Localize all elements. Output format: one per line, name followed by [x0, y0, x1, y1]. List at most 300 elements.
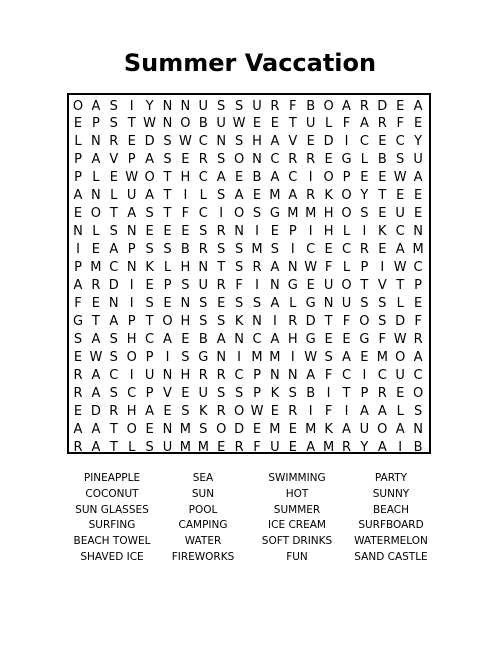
grid-letter: P [253, 367, 261, 383]
grid-letter: I [344, 134, 349, 150]
grid-letter: E [342, 331, 351, 347]
grid-row [69, 367, 433, 385]
word-list-item: BEACH [372, 503, 410, 516]
grid-letter: A [413, 98, 423, 114]
grid-letter: V [288, 134, 298, 150]
grid-letter: R [377, 385, 387, 401]
grid-letter: L [92, 224, 100, 240]
grid-letter: O [90, 206, 101, 222]
grid-letter: G [341, 152, 352, 168]
grid-letter: E [413, 206, 423, 222]
grid-letter: S [252, 295, 262, 311]
grid-letter: R [198, 242, 208, 258]
grid-letter: N [180, 295, 191, 311]
grid-letter: R [413, 331, 423, 347]
grid-letter: Y [360, 188, 369, 204]
grid-letter: P [163, 278, 172, 293]
grid-letter: C [198, 134, 208, 150]
grid-letter: S [396, 152, 405, 168]
grid-letter: F [235, 278, 243, 293]
grid-letter: A [270, 134, 280, 150]
grid-letter: R [198, 152, 208, 168]
grid-letter: M [179, 421, 191, 437]
grid-letter: O [412, 385, 424, 401]
grid-letter: I [76, 242, 80, 258]
grid-letter: E [360, 349, 369, 365]
grid-letter: O [359, 313, 370, 329]
grid-letter: T [163, 170, 172, 186]
grid-letter: H [180, 170, 191, 186]
grid-letter: W [178, 134, 192, 150]
grid-letter: D [108, 278, 119, 293]
grid-letter: R [252, 260, 262, 276]
grid-letter: M [269, 188, 281, 204]
grid-letter: A [413, 349, 423, 365]
grid-letter: U [305, 116, 316, 132]
grid-letter: S [270, 242, 280, 258]
grid-letter: A [234, 188, 244, 204]
grid-letter: I [308, 170, 313, 186]
grid-letter: T [217, 260, 226, 276]
grid-letter: G [287, 278, 298, 293]
grid-letter: A [73, 421, 83, 437]
grid-letter: W [393, 260, 407, 276]
grid-letter: O [233, 403, 245, 419]
grid-letter: N [91, 134, 101, 150]
grid-letter: U [323, 278, 334, 293]
grid-letter: C [395, 134, 405, 150]
grid-row [69, 133, 433, 151]
grid-letter: C [234, 367, 244, 383]
grid-letter: I [165, 349, 170, 365]
grid-letter: A [306, 367, 316, 383]
grid-letter: H [252, 134, 262, 150]
grid-letter: P [360, 385, 369, 401]
grid-letter: A [109, 242, 119, 258]
word-column [331, 471, 451, 566]
grid-letter: F [253, 439, 261, 455]
grid-letter: E [181, 224, 190, 240]
word-list-item: FIREWORKS [171, 550, 235, 563]
grid-letter: W [250, 403, 264, 419]
grid-letter: M [197, 439, 209, 455]
grid-letter: E [306, 134, 315, 150]
grid-letter: C [413, 260, 423, 276]
grid-letter: K [324, 421, 333, 437]
grid-letter: K [145, 260, 154, 276]
grid-letter: F [342, 313, 351, 329]
word-list-item: COCONUT [85, 487, 139, 500]
grid-letter: N [252, 313, 262, 329]
grid-letter: M [269, 421, 281, 437]
grid-row [69, 295, 433, 313]
grid-row [69, 385, 433, 403]
grid-letter: A [91, 385, 101, 401]
grid-letter: A [145, 152, 155, 168]
grid-row [69, 223, 433, 241]
grid-letter: S [109, 349, 118, 365]
grid-letter: A [270, 260, 280, 276]
grid-letter: C [413, 367, 423, 383]
grid-letter: T [342, 385, 351, 401]
grid-letter: R [234, 439, 244, 455]
grid-letter: R [109, 403, 119, 419]
grid-letter: C [109, 367, 119, 383]
grid-letter: F [324, 367, 333, 383]
grid-letter: H [126, 331, 137, 347]
grid-letter: M [269, 349, 281, 365]
grid-letter: I [362, 224, 367, 240]
grid-letter: H [323, 224, 334, 240]
grid-letter: E [252, 421, 262, 437]
grid-letter: A [91, 439, 101, 455]
grid-letter: G [305, 295, 316, 311]
grid-letter: E [324, 152, 333, 168]
grid-letter: S [288, 385, 297, 401]
grid-letter: E [109, 170, 118, 186]
grid-letter: S [199, 224, 208, 240]
grid-letter: W [143, 116, 157, 132]
grid-letter: E [413, 188, 423, 204]
grid-letter: I [290, 349, 295, 365]
grid-letter: A [359, 116, 369, 132]
grid-letter: E [270, 224, 279, 240]
grid-letter: K [324, 188, 333, 204]
grid-letter: N [234, 224, 244, 240]
grid-letter: N [73, 224, 83, 240]
grid-letter: G [359, 331, 370, 347]
grid-letter: E [252, 116, 262, 132]
word-list-item: SURFING [88, 519, 136, 532]
grid-letter: M [305, 421, 317, 437]
grid-letter: C [306, 242, 316, 258]
grid-letter: W [304, 349, 318, 365]
grid-letter: F [396, 116, 404, 132]
grid-letter: A [145, 403, 155, 419]
grid-letter: N [216, 349, 227, 365]
grid-letter: O [323, 170, 334, 186]
grid-letter: D [377, 98, 388, 114]
grid-letter: E [306, 278, 315, 293]
grid-letter: O [126, 349, 137, 365]
word-list-item: SHAVED ICE [80, 550, 144, 563]
grid-letter: E [378, 134, 387, 150]
grid-letter: N [270, 367, 280, 383]
grid-letter: R [91, 278, 101, 293]
grid-letter: N [413, 421, 423, 437]
grid-letter: E [396, 98, 405, 114]
grid-letter: S [234, 260, 244, 276]
grid-letter: I [398, 439, 403, 455]
grid-letter: E [270, 403, 279, 419]
grid-letter: C [145, 331, 155, 347]
grid-letter: H [287, 331, 298, 347]
grid-letter: U [359, 421, 370, 437]
grid-letter: F [74, 295, 82, 311]
grid-letter: E [181, 152, 190, 168]
grid-letter: P [342, 170, 351, 186]
grid-letter: U [395, 367, 405, 383]
grid-letter: R [216, 224, 226, 240]
grid-letter: B [377, 152, 387, 168]
grid-letter: W [125, 170, 139, 186]
grid-letter: A [91, 152, 101, 168]
word-list-item: SUN [191, 487, 215, 500]
grid-letter: E [252, 188, 262, 204]
word-list-item: PINEAPPLE [83, 472, 141, 484]
word-list-item: SUMMER [273, 503, 321, 516]
grid-letter: O [180, 116, 191, 132]
grid-row [69, 277, 433, 295]
grid-letter: U [395, 206, 405, 222]
grid-letter: E [288, 421, 297, 437]
grid-letter: W [393, 170, 407, 186]
grid-letter: A [127, 206, 137, 222]
grid-letter: S [163, 242, 172, 258]
grid-letter: C [341, 242, 352, 258]
grid-row [69, 151, 433, 169]
grid-letter: H [126, 403, 137, 419]
grid-letter: S [378, 295, 387, 311]
grid-letter: T [360, 278, 369, 293]
grid-letter: N [162, 116, 173, 132]
grid-letter: B [306, 98, 316, 114]
grid-letter: O [126, 421, 137, 437]
grid-row [69, 259, 433, 277]
grid-letter: K [270, 385, 280, 401]
grid-letter: E [181, 331, 190, 347]
grid-letter: S [413, 403, 423, 419]
word-list-item: FUN [286, 550, 308, 563]
grid-letter: I [255, 278, 259, 293]
grid-letter: T [396, 278, 405, 293]
grid-letter: U [413, 152, 423, 168]
grid-letter: M [376, 349, 388, 365]
grid-letter: C [359, 134, 369, 150]
grid-letter: N [198, 260, 209, 276]
grid-letter: I [129, 295, 134, 311]
grid-letter: D [234, 421, 245, 437]
grid-letter: W [89, 349, 103, 365]
word-list-item: SAND CASTLE [354, 550, 428, 563]
grid-letter: S [109, 224, 118, 240]
word-list-item: HOT [285, 487, 309, 500]
grid-letter: U [341, 295, 352, 311]
grid-letter: S [199, 313, 208, 329]
grid-letter: G [72, 313, 84, 329]
grid-letter: S [324, 349, 333, 365]
grid-letter: M [305, 206, 317, 222]
grid-letter: A [342, 98, 351, 114]
grid-letter: P [91, 116, 100, 132]
grid-letter: L [74, 134, 82, 150]
grid-letter: R [288, 152, 298, 168]
grid-row [69, 98, 433, 116]
grid-letter: S [234, 385, 244, 401]
grid-letter: M [287, 206, 299, 222]
grid-letter: S [109, 98, 118, 114]
grid-letter: A [377, 439, 387, 455]
grid-letter: U [198, 385, 209, 401]
grid-letter: S [234, 242, 244, 258]
grid-letter: T [109, 206, 118, 222]
grid-letter: U [144, 367, 155, 383]
grid-letter: S [145, 295, 154, 311]
grid-letter: E [217, 439, 226, 455]
grid-letter: R [270, 98, 280, 114]
grid-letter: C [198, 206, 208, 222]
grid-letter: E [145, 278, 154, 293]
grid-letter: E [163, 224, 172, 240]
grid-letter: N [234, 331, 244, 347]
grid-letter: S [217, 242, 226, 258]
grid-letter: A [342, 349, 351, 365]
grid-letter: N [162, 98, 173, 114]
grid-row [69, 421, 433, 439]
grid-letter: I [219, 206, 224, 222]
grid-letter: P [145, 385, 154, 401]
grid-letter: B [413, 439, 423, 455]
grid-letter: R [288, 313, 298, 329]
grid-letter: I [255, 224, 259, 240]
grid-letter: T [288, 116, 297, 132]
grid-letter: U [216, 116, 226, 132]
grid-letter: P [74, 170, 82, 186]
grid-letter: O [323, 98, 334, 114]
grid-letter: S [145, 242, 154, 258]
grid-letter: A [216, 170, 226, 186]
grid-letter: S [252, 206, 262, 222]
grid-letter: E [163, 403, 172, 419]
grid-letter: B [180, 242, 190, 258]
grid-letter: L [342, 260, 351, 276]
grid-letter: C [288, 170, 298, 186]
grid-letter: R [198, 367, 208, 383]
grid-letter: A [163, 331, 172, 347]
grid-letter: V [109, 152, 119, 168]
grid-letter: W [304, 260, 318, 276]
grid-letter: M [412, 242, 424, 258]
grid-letter: U [162, 439, 173, 455]
grid-letter: N [216, 134, 227, 150]
grid-letter: I [344, 403, 349, 419]
grid-letter: O [144, 170, 155, 186]
grid-letter: E [234, 170, 244, 186]
grid-row [69, 331, 433, 349]
grid-letter: E [181, 385, 190, 401]
grid-letter: H [180, 367, 191, 383]
grid-letter: O [341, 278, 352, 293]
grid-letter: S [360, 295, 369, 311]
grid-letter: R [377, 116, 387, 132]
grid-letter: K [234, 313, 244, 329]
grid-letter: U [198, 98, 209, 114]
grid-letter: A [270, 331, 280, 347]
grid-letter: A [413, 170, 423, 186]
grid-letter: C [395, 224, 405, 240]
grid-letter: O [233, 152, 245, 168]
grid-letter: O [341, 206, 352, 222]
grid-letter: W [393, 331, 407, 347]
word-list-item: BEACH TOWEL [73, 535, 151, 548]
grid-letter: A [288, 188, 298, 204]
grid-letter: S [145, 206, 154, 222]
grid-letter: P [414, 278, 423, 293]
grid-letter: L [92, 170, 100, 186]
word-list-item: SUN GLASSES [75, 503, 149, 516]
grid-row [69, 115, 433, 133]
grid-letter: I [129, 98, 134, 114]
grid-letter: N [413, 224, 423, 240]
grid-row [69, 403, 433, 421]
grid-letter: E [396, 385, 405, 401]
grid-letter: R [109, 134, 119, 150]
grid-letter: A [377, 403, 387, 419]
puzzle-title: Summer Vaccation [123, 49, 377, 77]
word-list-item: SOFT DRINKS [261, 535, 333, 548]
grid-letter: A [91, 331, 101, 347]
grid-letter: T [324, 313, 333, 329]
grid-letter: O [233, 206, 245, 222]
grid-letter: S [181, 403, 190, 419]
grid-row [69, 205, 433, 223]
grid-letter: G [269, 206, 280, 222]
grid-letter: S [234, 295, 244, 311]
grid-letter: S [163, 152, 172, 168]
grid-letter: E [145, 421, 154, 437]
grid-letter: P [74, 152, 82, 168]
grid-letter: R [359, 98, 369, 114]
grid-letter: A [395, 421, 405, 437]
grid-letter: L [342, 224, 351, 240]
grid-letter: A [145, 188, 155, 204]
grid-letter: I [380, 260, 385, 276]
grid-letter: T [145, 313, 154, 329]
grid-letter: C [377, 367, 387, 383]
grid-letter: D [144, 134, 155, 150]
grid-letter: E [378, 206, 387, 222]
grid-letter: S [217, 188, 226, 204]
grid-letter: S [217, 385, 226, 401]
grid-letter: S [217, 152, 226, 168]
grid-letter: O [341, 188, 352, 204]
grid-letter: M [322, 439, 335, 455]
grid-row [69, 187, 433, 205]
grid-letter: C [109, 260, 119, 276]
grid-letter: E [145, 224, 154, 240]
grid-letter: C [252, 331, 262, 347]
grid-letter: T [127, 116, 136, 132]
grid-letter: S [217, 98, 226, 114]
grid-letter: L [360, 152, 369, 168]
grid-letter: I [237, 349, 242, 365]
grid-letter: R [216, 403, 226, 419]
grid-letter: A [91, 421, 101, 437]
grid-letter: S [234, 98, 244, 114]
grid-letter: A [306, 439, 316, 455]
grid-letter: A [270, 170, 280, 186]
grid-letter: V [377, 278, 387, 293]
word-list-item: SWIMMING [268, 472, 326, 484]
grid-letter: N [91, 188, 101, 204]
grid-letter: I [129, 278, 134, 293]
grid-letter: S [199, 295, 208, 311]
grid-letter: P [145, 349, 154, 365]
grid-letter: E [413, 295, 423, 311]
grid-letter: H [180, 313, 191, 329]
grid-letter: R [306, 188, 316, 204]
grid-letter: L [289, 295, 297, 311]
